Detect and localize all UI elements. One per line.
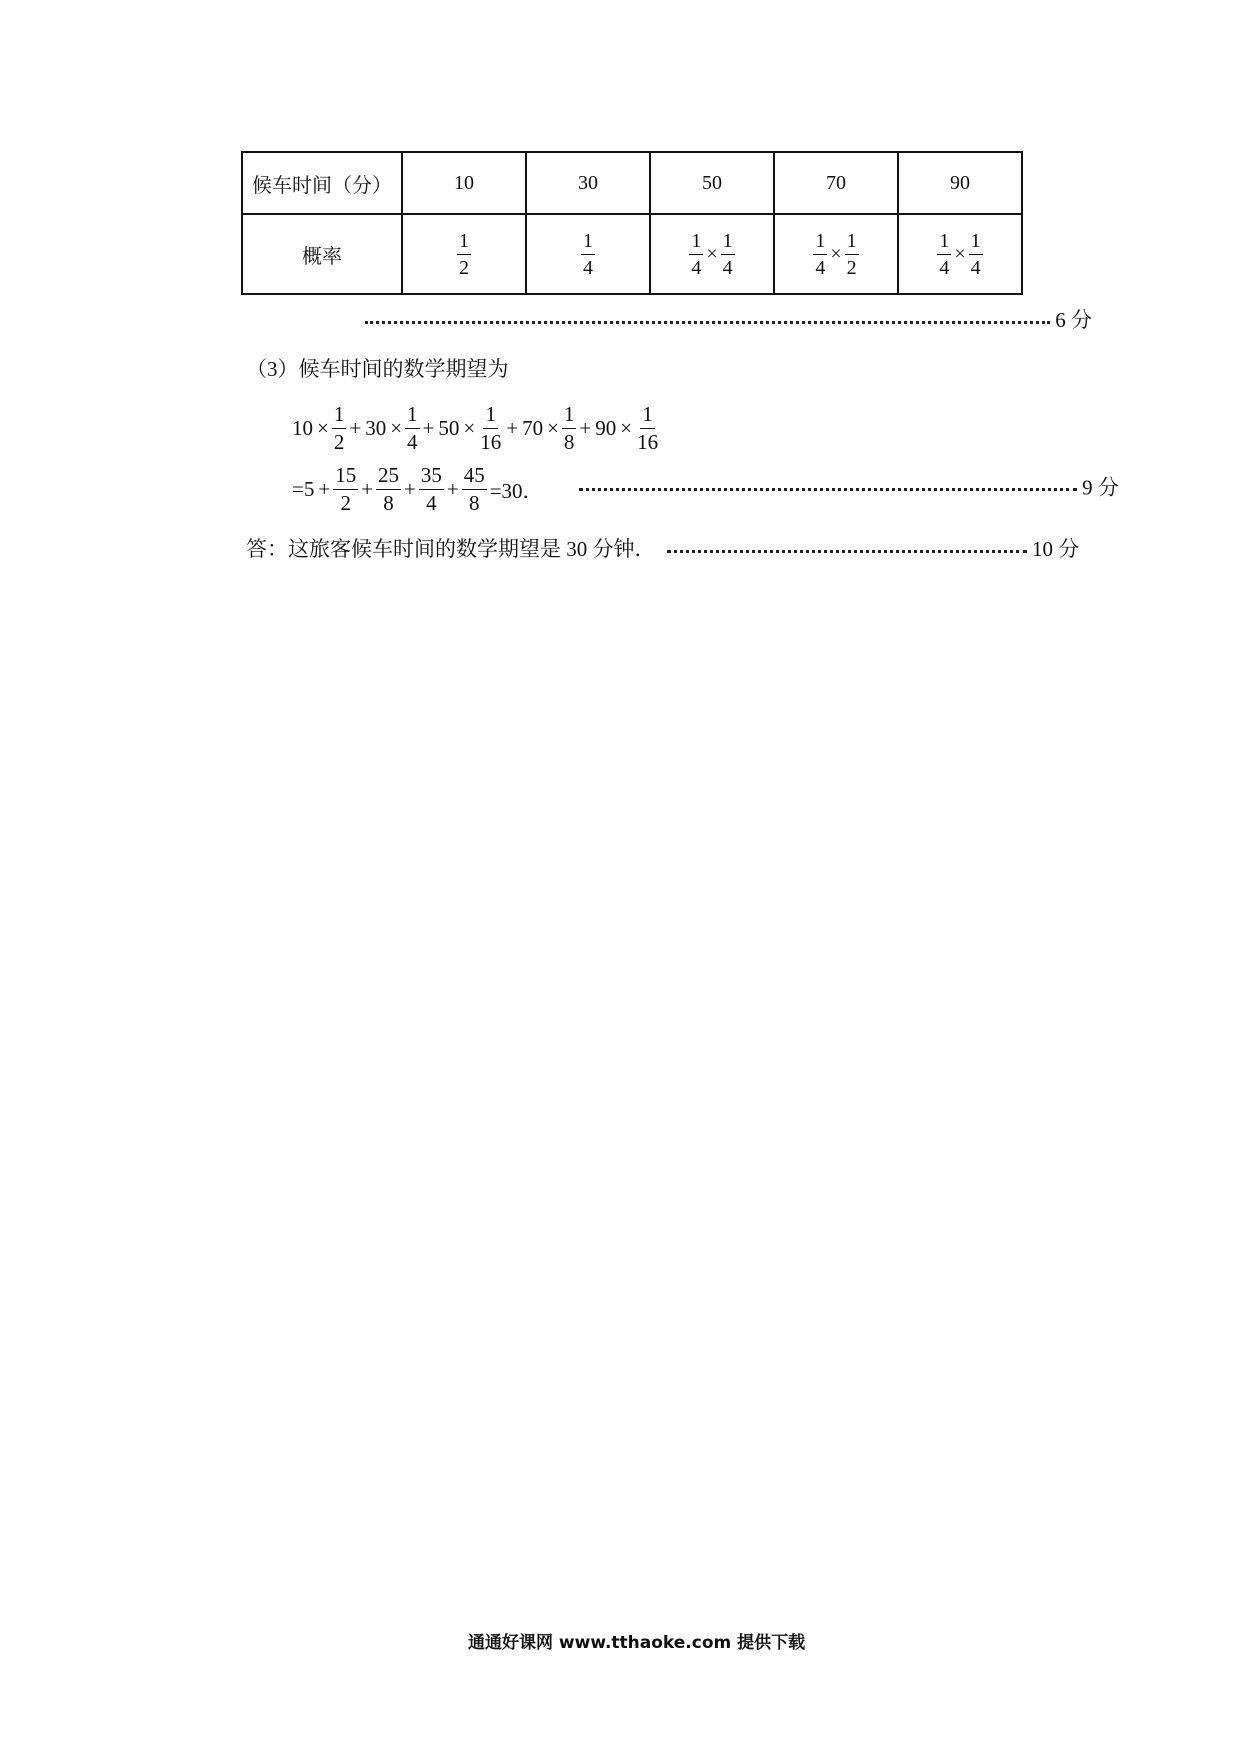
table-cell-time: 70	[774, 152, 898, 214]
fraction-numerator: 1	[581, 231, 595, 255]
fraction-denominator: 8	[563, 430, 575, 454]
fraction	[419, 465, 444, 514]
fraction	[845, 231, 859, 278]
table-cell-time: 50	[650, 152, 774, 214]
fraction	[937, 231, 951, 278]
table-cell-time: 90	[898, 152, 1022, 214]
table-cell-probability	[774, 214, 898, 294]
score-label: 9 分	[1082, 475, 1119, 500]
fraction-numerator: 1	[640, 404, 655, 429]
plus-sign: +	[422, 416, 435, 440]
fraction	[376, 465, 401, 514]
fraction-numerator: 1	[689, 231, 703, 255]
fraction-numerator: 1	[937, 231, 951, 255]
dot-leader	[667, 550, 1027, 553]
fraction-numerator: 1	[845, 231, 859, 255]
fraction	[813, 231, 827, 278]
fraction	[562, 404, 577, 453]
plus-sign: +	[361, 477, 374, 501]
fraction-numerator: 1	[562, 404, 577, 429]
table-cell-probability	[650, 214, 774, 294]
coefficient: 70	[522, 416, 544, 440]
fraction-denominator: 16	[637, 430, 659, 454]
fraction-denominator: 4	[722, 256, 733, 279]
fraction-denominator: 4	[939, 256, 950, 279]
fraction-numerator: 1	[457, 231, 471, 255]
fraction-denominator: 16	[480, 430, 502, 454]
times-sign: ×	[463, 416, 476, 440]
plus-sign: +	[579, 416, 592, 440]
coefficient: 10	[292, 416, 313, 440]
fraction-numerator: 45	[462, 465, 487, 490]
fraction-numerator: 25	[376, 465, 401, 490]
fraction-numerator: 35	[419, 465, 444, 490]
coefficient: 50	[438, 416, 460, 440]
coefficient: 30	[365, 416, 387, 440]
fraction	[462, 465, 487, 514]
fraction-denominator: 4	[815, 256, 826, 279]
probability-table	[241, 151, 1023, 295]
result-expression	[290, 463, 546, 515]
fraction-denominator: 2	[333, 430, 345, 454]
plus-sign: +	[318, 477, 331, 501]
times-sign: ×	[390, 416, 403, 440]
fraction-denominator: 4	[970, 256, 981, 279]
fraction-numerator: 1	[721, 231, 735, 255]
times-sign: ×	[706, 242, 718, 265]
expression-prefix: =5	[292, 477, 315, 501]
table-cell-probability	[526, 214, 650, 294]
table-cell-time: 30	[526, 152, 650, 214]
expectation-expression	[290, 404, 661, 453]
fraction	[405, 404, 420, 453]
fraction-denominator: 4	[426, 491, 437, 515]
fraction-denominator: 4	[691, 256, 702, 279]
fraction	[635, 404, 660, 453]
times-sign: ×	[317, 416, 329, 440]
fraction	[457, 231, 471, 278]
expression-suffix: =30．	[489, 478, 544, 503]
fraction-numerator: 1	[969, 231, 983, 255]
fraction	[721, 231, 735, 278]
score-label: 6 分	[1055, 308, 1092, 332]
dot-leader	[579, 488, 1077, 491]
fraction	[969, 231, 983, 278]
fraction	[581, 231, 595, 278]
dot-leader	[365, 321, 1050, 324]
fraction-denominator: 2	[340, 491, 351, 515]
fraction	[478, 404, 503, 453]
fraction-denominator: 4	[583, 256, 593, 279]
table-cell-time: 10	[402, 152, 526, 214]
fraction-denominator: 2	[459, 256, 469, 279]
answer-line	[246, 533, 1079, 563]
fraction-denominator: 8	[383, 491, 394, 515]
score-line-6	[365, 304, 1092, 334]
fraction-numerator: 1	[813, 231, 827, 255]
table-cell-probability	[402, 214, 526, 294]
table-row-probability	[242, 214, 1022, 294]
fraction-numerator: 1	[332, 404, 347, 429]
fraction	[332, 404, 347, 453]
footer-text: 通通好课网 www.tthaoke.com 提供下载	[468, 1633, 806, 1653]
fraction-denominator: 2	[846, 256, 857, 279]
times-sign: ×	[830, 242, 842, 265]
plus-sign: +	[506, 416, 519, 440]
plus-sign: +	[349, 416, 362, 440]
part3-heading: （3）候车时间的数学期望为	[246, 357, 509, 381]
times-sign: ×	[954, 242, 966, 265]
fraction-numerator: 1	[405, 404, 420, 429]
table-cell-probability	[898, 214, 1022, 294]
answer-text: 答：这旅客候车时间的数学期望是 30 分钟．	[246, 537, 656, 561]
times-sign: ×	[547, 416, 559, 440]
fraction-numerator: 15	[333, 465, 358, 490]
times-sign: ×	[620, 416, 633, 440]
expectation-result	[290, 465, 1119, 514]
fraction	[333, 465, 358, 514]
fraction	[689, 231, 703, 278]
score-label: 10 分	[1032, 537, 1080, 561]
table-header-time: 候车时间（分）	[242, 152, 402, 214]
coefficient: 90	[595, 416, 617, 440]
plus-sign: +	[446, 477, 459, 501]
table-header-probability: 概率	[242, 214, 402, 294]
fraction-denominator: 8	[468, 491, 480, 515]
fraction-denominator: 4	[407, 430, 418, 454]
fraction-numerator: 1	[483, 404, 498, 429]
plus-sign: +	[404, 477, 416, 501]
table-row-time	[242, 152, 1022, 214]
